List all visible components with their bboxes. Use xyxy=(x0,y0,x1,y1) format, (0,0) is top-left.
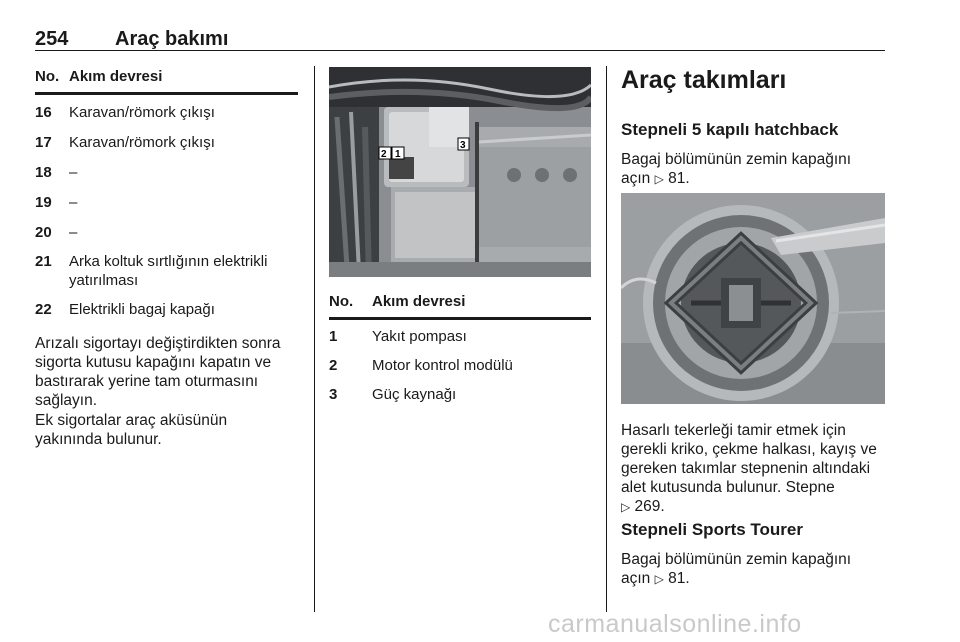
row-text: Karavan/römork çıkışı xyxy=(69,134,215,151)
page-ref-arrow-icon: ▷ xyxy=(621,500,631,514)
fuse-box-figure xyxy=(329,67,591,277)
row-number: 22 xyxy=(35,301,52,318)
table-header-circuit: Akım devresi xyxy=(69,68,163,85)
row-text: Karavan/römork çıkışı xyxy=(69,104,215,121)
row-text: – xyxy=(69,224,78,241)
row-text: – xyxy=(69,164,78,181)
row-number: 17 xyxy=(35,134,52,151)
page-title: Araç bakımı xyxy=(115,28,229,50)
tool-kit-description xyxy=(621,421,887,517)
row-number: 2 xyxy=(329,357,338,374)
subsection-title-sports-tourer: Stepneli Sports Tourer xyxy=(621,520,803,539)
table-header-rule xyxy=(329,317,591,320)
watermark: carmanualsonline.info xyxy=(548,610,802,638)
instruction-text: açın xyxy=(621,170,651,187)
row-number: 3 xyxy=(329,386,338,403)
row-number: 16 xyxy=(35,104,52,121)
table-header-no: No. xyxy=(35,68,60,85)
section-title: Araç takımları xyxy=(621,66,787,94)
fuse-box-illustration xyxy=(329,67,591,277)
figure-label: 2 xyxy=(381,149,387,160)
page-ref-arrow-icon: ▷ xyxy=(654,572,664,586)
page-ref-link[interactable]: 81. xyxy=(668,570,690,587)
row-number: 21 xyxy=(35,253,52,270)
row-number: 20 xyxy=(35,224,52,241)
page-ref-link[interactable]: 81. xyxy=(668,170,690,187)
fuse-replace-note: Arızalı sigortayı değiştirdikten sonra sigorta kutusu kapağını kapatın ve bastırarak yerine tam oturmasını sağlayın. xyxy=(35,335,281,409)
instruction-text: Bagaj bölümünün zemin kapağını xyxy=(621,151,852,168)
spare-wheel-jack-illustration xyxy=(621,193,885,404)
figure-label: 1 xyxy=(395,149,401,160)
page-number: 254 xyxy=(35,28,69,50)
page-ref-link[interactable]: 269. xyxy=(634,498,665,515)
table-header-no: No. xyxy=(329,293,354,310)
row-number: 1 xyxy=(329,328,338,345)
header-rule xyxy=(35,50,885,51)
column-divider-1 xyxy=(314,66,315,612)
page-header xyxy=(35,28,885,52)
description-text: Hasarlı tekerleği tamir etmek için gerekli kriko, çekme halkası, kayış ve gereken takımlar stepnenin altındaki alet kutusunda bulunur. Stepne xyxy=(621,422,877,496)
sports-tourer-instruction xyxy=(621,550,885,589)
figure-label: 3 xyxy=(460,140,466,151)
table-header-rule xyxy=(35,92,298,95)
hatchback-instruction xyxy=(621,150,885,189)
row-text: Yakıt pompası xyxy=(372,328,467,345)
column-divider-2 xyxy=(606,66,607,612)
row-text: Arka koltuk sırtlığının elektrikli yatırılması xyxy=(69,253,268,289)
subsection-title-hatchback: Stepneli 5 kapılı hatchback xyxy=(621,120,839,139)
instruction-text: açın xyxy=(621,570,651,587)
row-text: – xyxy=(69,194,78,211)
row-text: Elektrikli bagaj kapağı xyxy=(69,301,215,318)
row-text: Motor kontrol modülü xyxy=(372,357,513,374)
row-number: 19 xyxy=(35,194,52,211)
instruction-text: Bagaj bölümünün zemin kapağını xyxy=(621,551,852,568)
page-ref-arrow-icon: ▷ xyxy=(654,172,664,186)
extra-fuses-note: Ek sigortalar araç aküsünün yakınında bulunur. xyxy=(35,412,228,448)
row-text: Güç kaynağı xyxy=(372,386,457,403)
row-number: 18 xyxy=(35,164,52,181)
table-header-circuit: Akım devresi xyxy=(372,293,466,310)
spare-wheel-figure xyxy=(621,193,885,404)
